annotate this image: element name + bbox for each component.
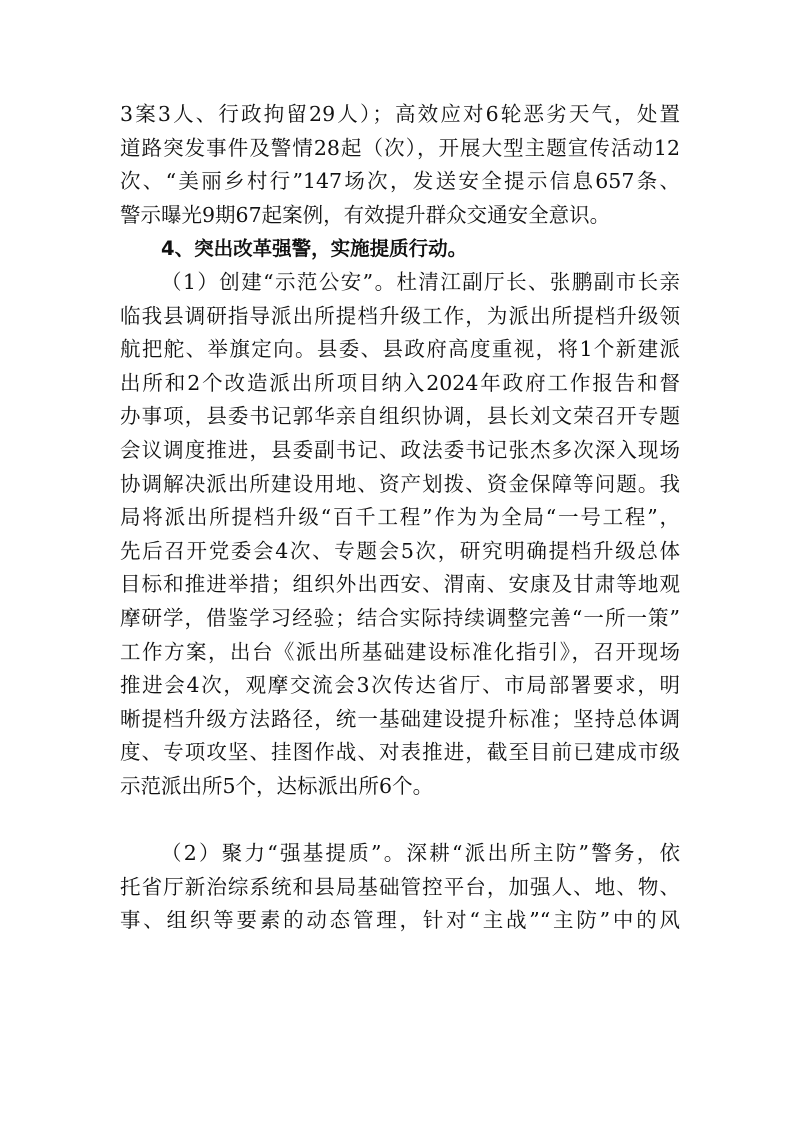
text-line: 推进会4次，观摩交流会3次传达省厅、市局部署要求，明: [120, 673, 680, 698]
text-line: 协调解决派出所建设用地、资产划拨、资金保障等问题。我: [120, 471, 680, 496]
text-line: （1）创建“示范公安”。杜清江副厅长、张鹏副市长亲: [161, 269, 680, 294]
text-line: 工作方案，出台《派出所基础建设标准化指引》，召开现场: [120, 639, 680, 664]
section-tail-paragraph: [120, 98, 680, 232]
text-line: 警示曝光9期67起案例，有效提升群众交通安全意识。: [120, 202, 611, 227]
text-line: 事、组织等要素的动态管理，针对“主战”“主防”中的风: [120, 908, 680, 933]
text-line: 局将派出所提档升级“百千工程”作为为全局“一号工程”，: [120, 505, 680, 530]
text-line: 示范派出所5个，达标派出所6个。: [120, 773, 434, 798]
text-line: 先后召开党委会4次、专题会5次，研究明确提档升级总体: [120, 538, 680, 563]
paragraph-spacer: [120, 803, 680, 837]
section-heading: 4、突出改革强警，实施提质行动。: [161, 237, 468, 261]
text-line: 次、“美丽乡村行”147场次，发送安全提示信息657条、: [120, 169, 680, 194]
paragraph-strengthen-foundation: [120, 837, 680, 938]
text-line: 办事项，县委书记郭华亲自组织协调，县长刘文荣召开专题: [120, 404, 680, 429]
document-page: [120, 98, 680, 938]
text-line: 3案3人、行政拘留29人）；高效应对6轮恶劣天气，处置: [120, 102, 680, 126]
text-line: 目标和推进举措；组织外出西安、渭南、安康及甘肃等地观: [120, 572, 680, 597]
text-line: 晰提档升级方法路径，统一基础建设提升标准；坚持总体调: [120, 706, 680, 731]
paragraph-demonstration-police: [120, 266, 680, 804]
text-line: 摩研学，借鉴学习经验；结合实际持续调整完善“一所一策”: [120, 605, 680, 630]
text-line: 会议调度推进，县委副书记、政法委书记张杰多次深入现场: [120, 437, 680, 462]
text-line: （2）聚力“强基提质”。深耕“派出所主防”警务，依: [161, 841, 680, 866]
text-line: 道路突发事件及警情28起（次），开展大型主题宣传活动12: [120, 135, 680, 160]
text-line: 航把舵、举旗定向。县委、县政府高度重视，将1个新建派: [120, 337, 680, 362]
text-line: 临我县调研指导派出所提档升级工作，为派出所提档升级领: [120, 303, 680, 328]
text-line: 出所和2个改造派出所项目纳入2024年政府工作报告和督: [120, 370, 680, 395]
text-line: 度、专项攻坚、挂图作战、对表推进，截至目前已建成市级: [120, 740, 680, 765]
text-line: 托省厅新治综系统和县局基础管控平台，加强人、地、物、: [120, 874, 680, 899]
